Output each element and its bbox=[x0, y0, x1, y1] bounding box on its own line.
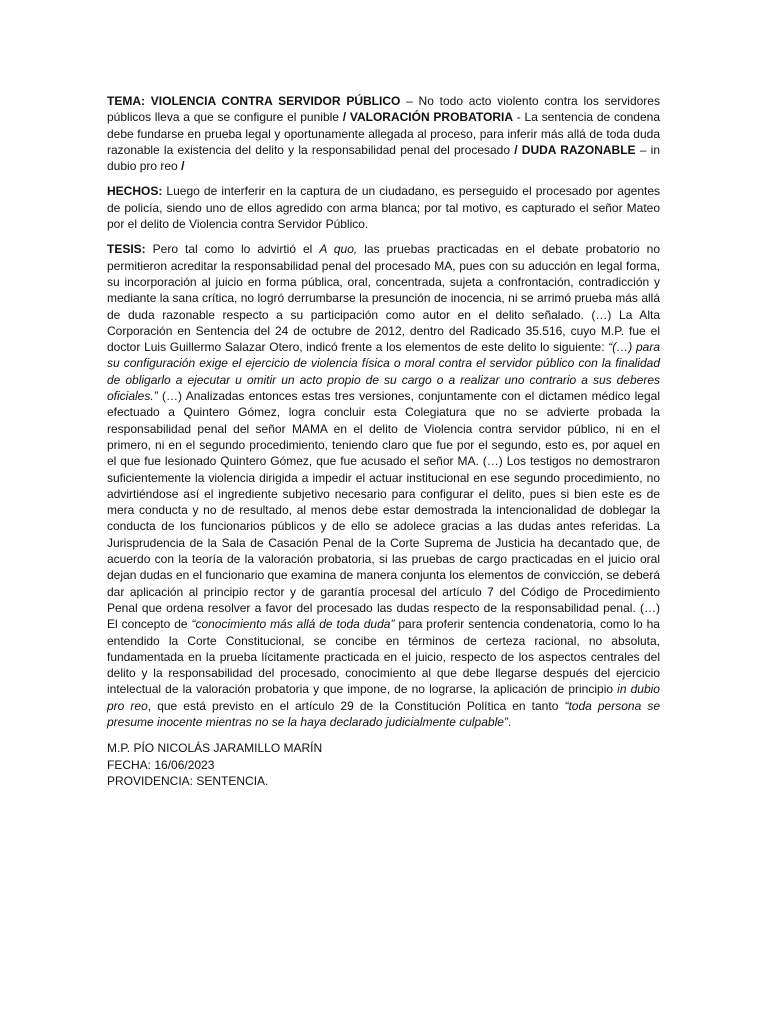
tesis-text-4: para proferir sentencia condenatoria, como lo ha entendido la Corte Constitucional, se concibe en términos de certeza racional, no absoluta, fundamentada en la prueba lícitamente practicada en el juicio, respecto de los aspectos centrales del delito y la responsabilidad del procesado, conocimiento al que debe llegarse después del ejercicio intelectual de la valoración probatoria y que impone, de no lograrse, la aplicación de principio bbox=[107, 617, 660, 697]
tesis-italic-quote-2: “conocimiento más allá de toda duda” bbox=[191, 617, 395, 632]
hechos-label: HECHOS: bbox=[107, 184, 163, 199]
tesis-italic-in-dubio: in dubio pro reo bbox=[107, 682, 660, 713]
tema-separator-duda: / DUDA RAZONABLE bbox=[514, 142, 636, 157]
tesis-italic-quote-3: “toda persona se presume inocente mientras no se la haya declarado judicialmente culpable” bbox=[107, 698, 661, 729]
tema-label: TEMA: VIOLENCIA CONTRA SERVIDOR PÚBLICO bbox=[107, 94, 401, 108]
tema-text-2: - La sentencia de condena debe fundarse en prueba legal y oportunamente allegada al proceso, para inferir más allá de toda duda razonable la existencia del delito y la responsabilidad penal del procesado bbox=[107, 110, 660, 157]
tesis-text-1: Pero tal como lo advirtió el bbox=[145, 242, 320, 257]
tema-separator-end: / bbox=[181, 159, 185, 174]
tema-text-3: – in dubio pro reo bbox=[107, 142, 660, 174]
tesis-italic-quote-1: “(…) para su configuración exige el ejercicio de violencia física o moral contra el servidor público con la finalidad de obligarlo a ejecutar u omitir un acto propio de su cargo o a realizar uno contrario a sus deberes oficiales.” bbox=[107, 340, 660, 404]
tema-paragraph bbox=[107, 93, 660, 174]
hechos-paragraph bbox=[107, 183, 660, 232]
tesis-paragraph bbox=[107, 241, 660, 730]
tema-separator-valoracion: / VALORACIÓN PROBATORIA bbox=[342, 110, 513, 125]
document-page bbox=[107, 93, 660, 789]
hechos-text: Luego de interferir en la captura de un ciudadano, es perseguido el procesado por agentes de policía, siendo uno de ellos agredido con arma blanca; por tal motivo, es capturado el señor Mateo por el delito de Violencia contra Servidor Público. bbox=[107, 184, 660, 232]
tesis-text-2: las pruebas practicadas en el debate probatorio no permitieron acreditar la responsabilidad penal del procesado MA, pues con su aducción en legal forma, su incorporación al juicio en forma pública, oral, concentrada, sujeta a confrontación, contradicción y mediante la sana crítica, no logró derrumbarse la presunción de inocencia, ni se arrimó prueba más allá de duda razonable respecto a su participación como autor en el delito señalado. (…) La Alta Corporación en Sentencia del 24 de octubre de 2012, dentro del Radicado 35.516, cuyo M.P. fue el doctor Luis Guillermo Salazar Otero, indicó frente a los elementos de este delito lo siguiente: bbox=[107, 242, 660, 355]
tesis-label: TESIS: bbox=[107, 242, 146, 257]
tesis-italic-a-quo: A quo, bbox=[319, 242, 358, 257]
tesis-text-3: (…) Analizadas entonces estas tres versiones, conjuntamente con el dictamen médico legal efectuado a Quintero Gómez, logra concluir esta Colegiatura que no se advierte probada la responsabilidad penal del señor MAMA en el delito de Violencia contra servidor público, ni en el primero, ni en el segundo procedimiento, teniendo claro que fue por el segundo, esto es, por aquel en el que fue lesionado Quintero Gómez, que fue acusado el señor MA. (…) Los testigos no demostraron suficientemente la violencia dirigida a impedir el actuar institucional en ese segundo procedimiento, no advirtiéndose así el ingrediente subjetivo necesario para configurar el delito, pues si bien este es de mera conducta y no de resultado, al menos debe estar demostrada la intencionalidad de doblegar la conducta de los funcionarios públicos y de ello se adolece gracias a las dudas antes referidas. La Jurisprudencia de la Sala de Casación Penal de la Corte Suprema de Justicia ha decantado que, de acuerdo con la teoría de la valoración probatoria, si las pruebas de cargo practicadas en el juicio oral dejan dudas en el funcionario que examina de manera conjunta los elementos de convicción, se deberá dar aplicación al principio rector y de garantía procesal del artículo 7 del Código de Procedimiento Penal que ordena resolver a favor del procesado las dudas respecto de la responsabilidad penal. (…) El concepto de bbox=[107, 389, 660, 632]
tesis-text-5: , que está previsto en el artículo 29 de la Constitución Política en tanto bbox=[147, 698, 565, 713]
footer-date: FECHA: 16/06/2023 bbox=[107, 757, 215, 772]
tema-text-1: – No todo acto violento contra los servidores públicos lleva a que se configure el punible bbox=[107, 94, 660, 125]
tesis-text-6: . bbox=[507, 714, 512, 729]
footer-magistrate: M.P. PÍO NICOLÁS JARAMILLO MARÍN bbox=[107, 741, 323, 756]
footer-block bbox=[107, 740, 660, 789]
footer-providencia: PROVIDENCIA: SENTENCIA. bbox=[107, 773, 269, 788]
